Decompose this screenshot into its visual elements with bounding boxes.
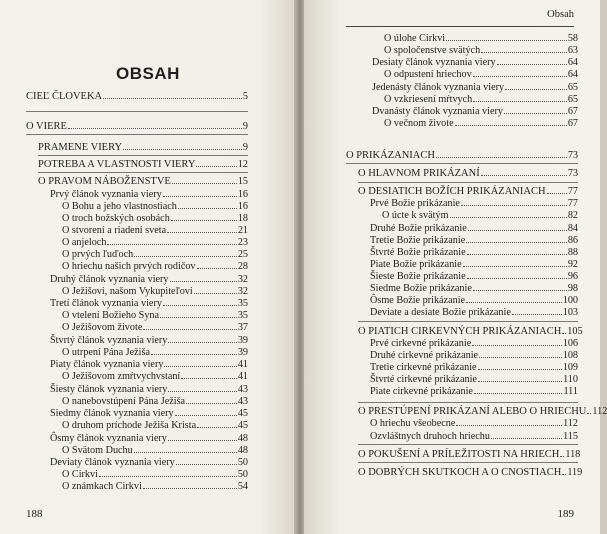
toc-entry-page: 100 xyxy=(562,295,578,306)
section-rule xyxy=(26,134,248,135)
toc-entry-ciel-cloveka xyxy=(26,91,248,103)
toc-entry-o-viere xyxy=(26,121,248,133)
toc-entry-page: 103 xyxy=(562,307,578,318)
dot-leader xyxy=(467,254,567,255)
dot-leader xyxy=(455,125,567,126)
dot-leader xyxy=(436,157,567,158)
toc-entry-page: 21 xyxy=(237,225,248,236)
toc-entry-page: 92 xyxy=(567,259,578,270)
toc-entry-label: O úlohe Cirkvi xyxy=(384,33,446,44)
toc-entry-label: O Ježišovom živote xyxy=(62,322,143,333)
toc-entry-label: PRAMENE VIERY xyxy=(38,142,123,153)
dot-leader xyxy=(473,101,567,102)
dot-leader xyxy=(491,438,562,439)
dot-leader xyxy=(68,128,242,129)
toc-entry-label: O Ježišovom zmŕtvychvstaní xyxy=(62,371,181,382)
toc-entry-page: 112 xyxy=(563,418,578,429)
toc-entry-page: 43 xyxy=(237,384,248,395)
toc-entry-label: Siedme Božie prikázanie xyxy=(370,283,472,294)
toc-entry-label: Šiesty článok vyznania viery xyxy=(50,384,168,395)
toc-entry-o-hriechu-nasich-prvych-rodicov xyxy=(62,261,248,273)
dot-leader xyxy=(178,208,237,209)
toc-entry-osme-bozie-prikazanie xyxy=(370,295,578,307)
dot-leader xyxy=(134,256,237,257)
toc-entry-page: 65 xyxy=(567,94,578,105)
toc-entry-piate-cirkevne-prikazanie xyxy=(370,386,578,398)
toc-entry-o-stvoreni-a-riadeni-sveta xyxy=(62,225,248,237)
toc-entry-stvrte-bozie-prikazanie xyxy=(370,247,578,259)
toc-entry-label: Prvý článok vyznania viery xyxy=(50,189,162,200)
dot-leader xyxy=(176,464,237,465)
toc-entry-label: O Ježišovi, našom Vykupiteľovi xyxy=(62,286,193,297)
toc-entry-o-anjeloch xyxy=(62,237,248,249)
dot-leader xyxy=(474,393,563,394)
toc-entry-pramene-viery xyxy=(38,142,248,154)
toc-entry-page: 35 xyxy=(237,298,248,309)
dot-leader xyxy=(123,149,242,150)
page-number: 189 xyxy=(557,508,574,520)
toc-entry-o-desiatich-bozich-prikazaniach xyxy=(358,186,578,198)
toc-entry-label: O PIATICH CIRKEVNÝCH PRIKÁZANIACH xyxy=(358,326,562,337)
toc-entry-page: 65 xyxy=(567,82,578,93)
toc-entry-label: Ôsmy článok vyznania viery xyxy=(50,433,167,444)
toc-entry-label: O známkach Cirkvi xyxy=(62,481,142,492)
dot-leader xyxy=(99,476,237,477)
toc-entry-siedme-bozie-prikazanie xyxy=(370,283,578,295)
toc-entry-o-cirkvi xyxy=(62,469,248,481)
dot-leader xyxy=(167,232,237,233)
toc-entry-label: Deviaty článok vyznania viery xyxy=(50,457,175,468)
dot-leader xyxy=(505,89,567,90)
toc-entry-o-pokuseni-a-prilezitosti-na-hriech xyxy=(358,449,581,461)
dot-leader xyxy=(181,378,237,379)
dot-leader xyxy=(168,391,236,392)
toc-entry-tretie-bozie-prikazanie xyxy=(370,235,578,247)
toc-entry-o-vteleni-bozieho-syna xyxy=(62,310,248,322)
toc-entry-label: Jedenásty článok vyznania viery xyxy=(372,82,505,93)
toc-entry-label: O stvorení a riadení sveta xyxy=(62,225,167,236)
dot-leader xyxy=(481,52,567,53)
dot-leader xyxy=(197,268,237,269)
toc-entry-label: Siedmy článok vyznania viery xyxy=(50,408,174,419)
toc-entry-page: 45 xyxy=(237,420,248,431)
toc-entry-label: O POKUŠENÍ A PRÍLEŽITOSTI NA HRIECH xyxy=(358,449,560,460)
dot-leader xyxy=(473,290,567,291)
toc-entry-label: Štvrtý článok vyznania viery xyxy=(50,335,168,346)
toc-entry-label: Štvrté Božie prikázanie xyxy=(370,247,466,258)
toc-entry-label: O prvých ľuďoch xyxy=(62,249,134,260)
dot-leader xyxy=(450,217,567,218)
dot-leader xyxy=(171,220,237,221)
toc-entry-druhe-cirkevne-prikazanie xyxy=(370,350,578,362)
section-rule xyxy=(358,321,578,322)
toc-entry-label: O hriechu všeobecne xyxy=(370,418,456,429)
dot-leader xyxy=(562,474,566,475)
toc-entry-page: 18 xyxy=(237,213,248,224)
dot-leader xyxy=(479,357,562,358)
toc-entry-page: 96 xyxy=(567,271,578,282)
dot-leader xyxy=(504,113,567,114)
toc-entry-label: O anjeloch xyxy=(62,237,107,248)
toc-entry-label: O spoločenstve svätých xyxy=(384,45,481,56)
toc-entry-piaty-clanok-vyznania-viery xyxy=(50,359,248,371)
toc-entry-label: O vzkriesení mŕtvych xyxy=(384,94,473,105)
toc-entry-page: 67 xyxy=(567,118,578,129)
toc-entry-page: 67 xyxy=(567,106,578,117)
toc-entry-label: O PRAVOM NÁBOŽENSTVE xyxy=(38,176,171,187)
dot-leader xyxy=(186,403,237,404)
dot-leader xyxy=(560,456,564,457)
toc-entry-page: 58 xyxy=(567,33,578,44)
dot-leader xyxy=(168,342,236,343)
header-rule xyxy=(346,26,574,27)
toc-entry-page: 84 xyxy=(567,223,578,234)
toc-entry-label: O DESIATICH BOŽÍCH PRIKÁZANIACH xyxy=(358,186,546,197)
toc-entry-page: 82 xyxy=(567,210,578,221)
toc-entry-label: POTREBA A VLASTNOSTI VIERY xyxy=(38,159,196,170)
toc-entry-dvanasty-clanok-vyznania-viery xyxy=(372,106,578,118)
toc-entry-page: 111 xyxy=(563,386,578,397)
toc-entry-page: 43 xyxy=(237,396,248,407)
toc-entry-page: 98 xyxy=(567,283,578,294)
toc-entry-label: O PRESTÚPENÍ PRIKÁZANÍ ALEBO O HRIECHU xyxy=(358,406,587,417)
toc-entry-o-troch-bozskych-osobach xyxy=(62,213,248,225)
toc-entry-o-utrpeni-pana-jezisa xyxy=(62,347,248,359)
toc-entry-page: 73 xyxy=(567,168,578,179)
toc-entry-page: 77 xyxy=(567,198,578,209)
toc-entry-page: 15 xyxy=(237,176,248,187)
right-page xyxy=(304,0,607,534)
toc-entry-o-jezisovom-zmrtvychvstani xyxy=(62,371,248,383)
toc-entry-label: Šieste Božie prikázanie xyxy=(370,271,466,282)
toc-entry-druhy-clanok-vyznania-viery xyxy=(50,274,248,286)
dot-leader xyxy=(134,452,237,453)
dot-leader xyxy=(463,266,567,267)
toc-entry-page: 50 xyxy=(237,457,248,468)
dot-leader xyxy=(163,305,237,306)
toc-entry-page: 64 xyxy=(567,69,578,80)
toc-entry-treti-clanok-vyznania-viery xyxy=(50,298,248,310)
toc-entry-label: Tretí článok vyznania viery xyxy=(50,298,162,309)
toc-entry-o-jezisovom-zivote xyxy=(62,322,248,334)
toc-entry-prve-bozie-prikazanie xyxy=(370,198,578,210)
dot-leader xyxy=(547,193,567,194)
toc-entry-label: O druhom príchode Ježiša Krista xyxy=(62,420,197,431)
toc-entry-potreba-a-vlastnosti-viery xyxy=(38,159,248,171)
toc-entry-page: 119 xyxy=(567,467,583,478)
toc-entry-label: Tretie Božie prikázanie xyxy=(370,235,466,246)
dot-leader xyxy=(143,488,237,489)
toc-entry-siedmy-clanok-vyznania-viery xyxy=(50,408,248,420)
toc-entry-page: 12 xyxy=(237,159,248,170)
toc-entry-label: Ozvláštnych druhoch hriechu xyxy=(370,431,490,442)
toc-entry-osmy-clanok-vyznania-viery xyxy=(50,433,248,445)
dot-leader xyxy=(468,230,567,231)
toc-entry-label: Deviate a desiate Božie prikázanie xyxy=(370,307,511,318)
toc-entry-page: 115 xyxy=(563,431,578,442)
dot-leader xyxy=(151,354,237,355)
toc-entry-page: 77 xyxy=(567,186,578,197)
toc-entry-label: O PRIKÁZANIACH xyxy=(346,150,435,161)
running-header: Obsah xyxy=(547,9,574,20)
toc-entry-page: 45 xyxy=(237,408,248,419)
page-title: OBSAH xyxy=(116,64,180,83)
section-rule xyxy=(358,402,578,403)
toc-entry-stvrty-clanok-vyznania-viery xyxy=(50,335,248,347)
toc-entry-page: 23 xyxy=(237,237,248,248)
toc-entry-page: 32 xyxy=(237,286,248,297)
toc-entry-label: O nanebovstúpení Pána Ježiša xyxy=(62,396,186,407)
toc-entry-o-bohu-a-jeho-vlastnostiach xyxy=(62,201,248,213)
toc-entry-o-odpusteni-hriechov xyxy=(384,69,578,81)
toc-entry-label: O Cirkvi xyxy=(62,469,98,480)
toc-entry-label: Druhé Božie prikázanie xyxy=(370,223,467,234)
toc-entry-druhe-bozie-prikazanie xyxy=(370,223,578,235)
dot-leader xyxy=(478,381,562,382)
toc-entry-label: O DOBRÝCH SKUTKOCH A O CNOSTIACH xyxy=(358,467,562,478)
toc-entry-o-znamkach-cirkvi xyxy=(62,481,248,493)
dot-leader xyxy=(164,366,236,367)
toc-entry-o-vzkrieseni-mrtvych xyxy=(384,94,578,106)
dot-leader xyxy=(103,98,242,99)
toc-entry-page: 88 xyxy=(567,247,578,258)
dot-leader xyxy=(194,293,237,294)
toc-entry-page: 39 xyxy=(237,347,248,358)
toc-entry-ozvlastnych-druhoch-hriechu xyxy=(370,431,578,443)
toc-entry-page: 9 xyxy=(242,142,248,153)
toc-entry-o-pravom-nabozenstve xyxy=(38,176,248,188)
toc-entry-label: O Svätom Duchu xyxy=(62,445,133,456)
toc-entry-piate-bozie-prikazanie xyxy=(370,259,578,271)
dot-leader xyxy=(461,205,567,206)
dot-leader xyxy=(446,40,567,41)
toc-entry-label: Štvrté cirkevné prikázanie xyxy=(370,374,477,385)
dot-leader xyxy=(467,278,567,279)
toc-entry-o-nanebovstupeni-pana-jezisa xyxy=(62,396,248,408)
toc-entry-label: Piate cirkevné prikázanie xyxy=(370,386,473,397)
toc-entry-page: 39 xyxy=(237,335,248,346)
toc-entry-o-ulohe-cirkvi xyxy=(384,33,578,45)
section-rule xyxy=(358,444,578,445)
toc-entry-page: 9 xyxy=(242,121,248,132)
toc-entry-page: 63 xyxy=(567,45,578,56)
toc-entry-label: O VIERE xyxy=(26,121,67,132)
toc-entry-page: 64 xyxy=(567,57,578,68)
toc-entry-page: 32 xyxy=(237,274,248,285)
dot-leader xyxy=(478,369,562,370)
dot-leader xyxy=(163,196,237,197)
dot-leader xyxy=(170,281,237,282)
toc-entry-page: 48 xyxy=(237,445,248,456)
toc-entry-prve-cirkevne-prikazanie xyxy=(370,338,578,350)
page-number: 188 xyxy=(26,508,43,520)
toc-entry-page: 86 xyxy=(567,235,578,246)
toc-entry-label: Desiaty článok vyznania viery xyxy=(372,57,496,68)
toc-entry-label: CIEĽ ČLOVEKA xyxy=(26,91,103,102)
toc-entry-page: 105 xyxy=(567,326,583,337)
toc-entry-label: Prvé Božie prikázanie xyxy=(370,198,460,209)
toc-entry-o-hriechu-vseobecne xyxy=(370,418,578,430)
toc-entry-page: 41 xyxy=(237,371,248,382)
dot-leader xyxy=(197,427,237,428)
toc-entry-tretie-cirkevne-prikazanie xyxy=(370,362,578,374)
section-rule xyxy=(346,163,578,164)
toc-entry-label: O hriechu našich prvých rodičov xyxy=(62,261,196,272)
section-rule xyxy=(38,155,248,156)
toc-entry-o-vecnom-zivote xyxy=(384,118,578,130)
toc-entry-o-ucte-k-svatym xyxy=(382,210,578,222)
toc-entry-label: Prvé cirkevné prikázanie xyxy=(370,338,472,349)
toc-entry-page: 50 xyxy=(237,469,248,480)
section-rule xyxy=(358,182,578,183)
dot-leader xyxy=(562,333,566,334)
toc-entry-label: Ôsme Božie prikázanie xyxy=(370,295,466,306)
toc-entry-page: 25 xyxy=(237,249,248,260)
toc-entry-label: O úcte k svätým xyxy=(382,210,449,221)
toc-entry-page: 106 xyxy=(562,338,578,349)
toc-entry-page: 73 xyxy=(567,150,578,161)
dot-leader xyxy=(587,413,591,414)
toc-entry-o-svatom-duchu xyxy=(62,445,248,457)
dot-leader xyxy=(466,302,562,303)
toc-entry-jedenasty-clanok-vyznania-viery xyxy=(372,82,578,94)
dot-leader xyxy=(143,329,236,330)
toc-entry-prvy-clanok-vyznania-viery xyxy=(50,189,248,201)
dot-leader xyxy=(497,64,567,65)
toc-entry-page: 110 xyxy=(563,374,578,385)
toc-entry-label: Piaty článok vyznania viery xyxy=(50,359,164,370)
toc-entry-label: Piate Božie prikázanie xyxy=(370,259,462,270)
toc-entry-label: O vtelení Božieho Syna xyxy=(62,310,160,321)
toc-entry-page: 48 xyxy=(237,433,248,444)
toc-entry-label: O odpustení hriechov xyxy=(384,69,472,80)
dot-leader xyxy=(512,314,562,315)
toc-entry-o-piatich-cirkevnych-prikazaniach xyxy=(358,326,583,338)
toc-entry-page: 35 xyxy=(237,310,248,321)
dot-leader xyxy=(175,415,237,416)
section-rule xyxy=(358,462,578,463)
toc-entry-page: 109 xyxy=(562,362,578,373)
toc-entry-desiaty-clanok-vyznania-viery xyxy=(372,57,578,69)
toc-entry-o-prvych-ludoch xyxy=(62,249,248,261)
toc-entry-siesty-clanok-vyznania-viery xyxy=(50,384,248,396)
toc-entry-sieste-bozie-prikazanie xyxy=(370,271,578,283)
dot-leader xyxy=(472,345,561,346)
left-page xyxy=(0,0,296,534)
section-rule xyxy=(26,111,248,112)
toc-entry-page: 5 xyxy=(242,91,248,102)
toc-entry-o-dobrych-skutkoch-a-o-cnostiach xyxy=(358,467,583,479)
toc-entry-deviate-a-desiate-bozie-prikazanie xyxy=(370,307,578,319)
toc-entry-page: 16 xyxy=(237,189,248,200)
toc-entry-o-spolocenstve-svatych xyxy=(384,45,578,57)
toc-entry-label: O HLAVNOM PRIKÁZANÍ xyxy=(358,168,480,179)
toc-entry-page: 37 xyxy=(237,322,248,333)
toc-entry-o-prestupeni-prikazani-alebo-o-hriechu xyxy=(358,406,607,418)
dot-leader xyxy=(456,425,562,426)
toc-entry-page: 28 xyxy=(237,261,248,272)
toc-entry-label: Tretie cirkevné prikázanie xyxy=(370,362,477,373)
toc-entry-page: 41 xyxy=(237,359,248,370)
toc-entry-page: 54 xyxy=(237,481,248,492)
dot-leader xyxy=(473,76,567,77)
toc-entry-page: 118 xyxy=(565,449,581,460)
toc-entry-page: 112 xyxy=(592,406,607,417)
toc-entry-stvrte-cirkevne-prikazanie xyxy=(370,374,578,386)
dot-leader xyxy=(168,440,237,441)
toc-entry-o-prikazaniach xyxy=(346,150,578,162)
dot-leader xyxy=(466,242,567,243)
toc-entry-label: O Bohu a jeho vlastnostiach xyxy=(62,201,177,212)
dot-leader xyxy=(172,183,237,184)
toc-entry-o-jezisovi-nasom-vykupitelovi xyxy=(62,286,248,298)
toc-entry-deviaty-clanok-vyznania-viery xyxy=(50,457,248,469)
dot-leader xyxy=(107,244,236,245)
dot-leader xyxy=(481,175,567,176)
toc-entry-label: O utrpení Pána Ježiša xyxy=(62,347,150,358)
toc-entry-label: Druhé cirkevné prikázanie xyxy=(370,350,479,361)
toc-entry-label: Druhý článok vyznania viery xyxy=(50,274,169,285)
toc-entry-page: 16 xyxy=(237,201,248,212)
toc-entry-page: 108 xyxy=(562,350,578,361)
toc-entry-o-druhom-prichode-jezisa-krista xyxy=(62,420,248,432)
toc-entry-o-hlavnom-prikazani xyxy=(358,168,578,180)
section-rule xyxy=(38,172,248,173)
dot-leader xyxy=(160,317,237,318)
toc-entry-label: O troch božských osobách xyxy=(62,213,170,224)
toc-entry-label: O večnom živote xyxy=(384,118,454,129)
dot-leader xyxy=(196,166,236,167)
toc-entry-label: Dvanásty článok vyznania viery xyxy=(372,106,503,117)
